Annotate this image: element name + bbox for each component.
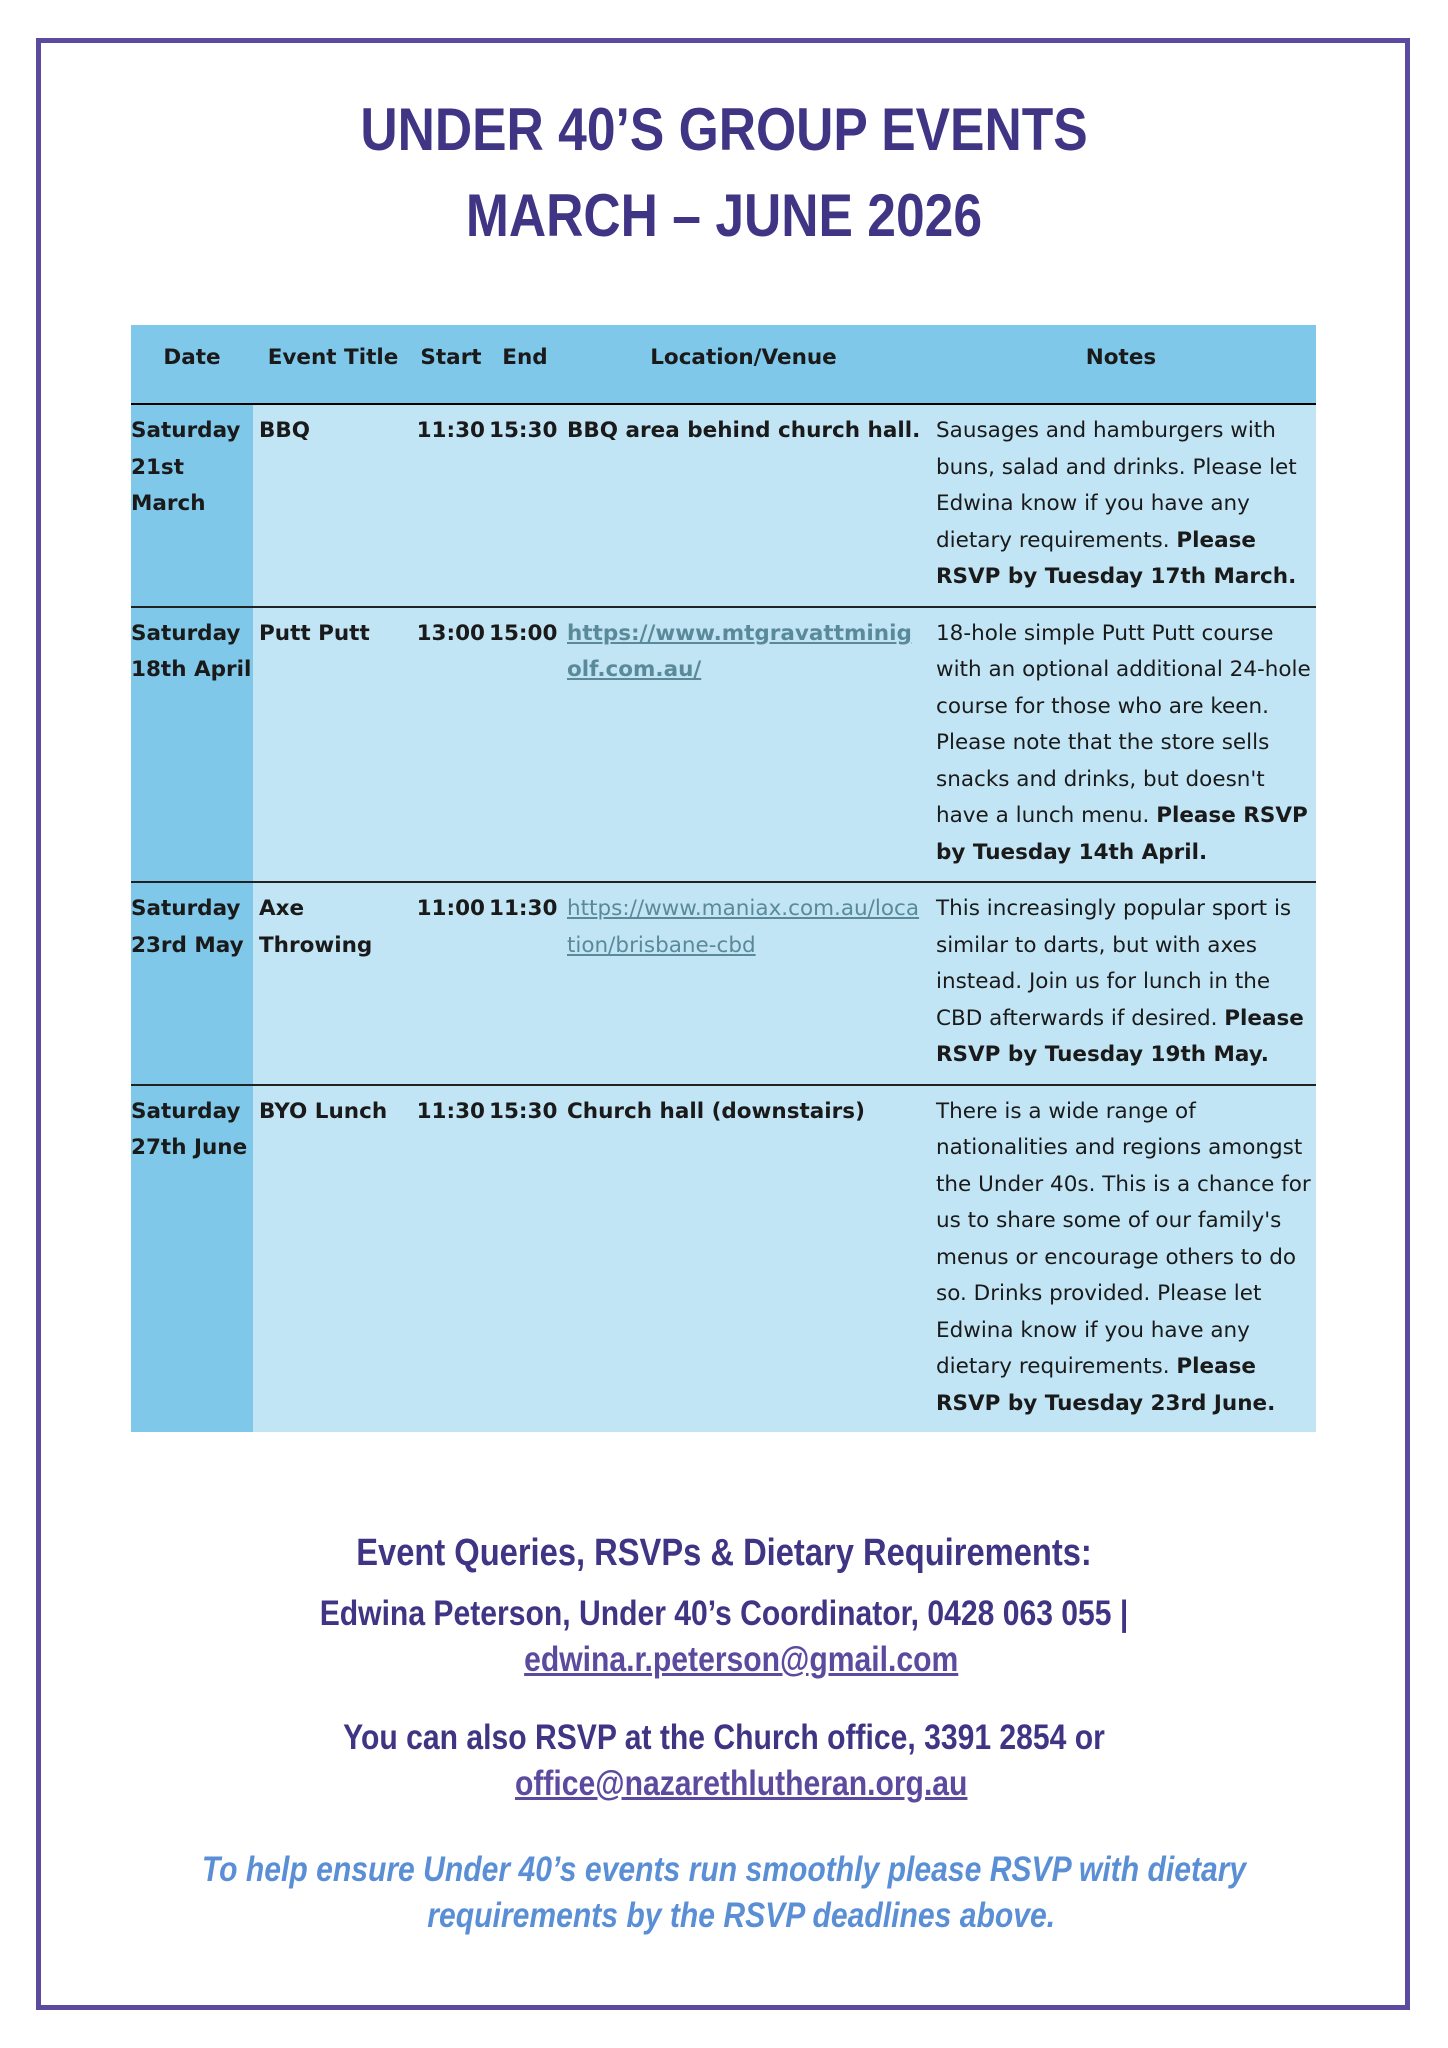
row-end: 15:00 xyxy=(489,607,561,883)
footer-note-line1: To help ensure Under 40’s events run smoothly please RSVP with dietary xyxy=(201,1850,1247,1889)
table-row xyxy=(131,607,1316,883)
header-event-title: Event Title xyxy=(253,325,413,404)
rsvp-deadline: Please RSVP by Tuesday 14th April. xyxy=(936,803,1308,865)
coordinator-details: Edwina Peterson, Under 40’s Coordinator, 0428 063 055 | xyxy=(319,1594,1129,1633)
row-date: Saturday 18th April xyxy=(131,607,253,883)
header-location: Location/Venue xyxy=(561,325,926,404)
coordinator-email-link[interactable]: edwina.r.peterson@gmail.com xyxy=(524,1640,959,1679)
coordinator-email-line xyxy=(101,1640,1346,1680)
row-notes xyxy=(926,404,1316,607)
page-title-line2: MARCH – JUNE 2026 xyxy=(465,182,983,249)
row-start: 11:30 xyxy=(413,404,489,607)
row-start: 11:30 xyxy=(413,1085,489,1433)
row-title: Putt Putt xyxy=(253,607,413,883)
table-row xyxy=(131,404,1316,607)
rsvp-deadline: Please RSVP by Tuesday 23rd June. xyxy=(936,1354,1276,1416)
row-notes xyxy=(926,607,1316,883)
row-title: BYO Lunch xyxy=(253,1085,413,1433)
row-title: BBQ xyxy=(253,404,413,607)
row-end: 11:30 xyxy=(489,882,561,1085)
rsvp-deadline: Please RSVP by Tuesday 19th May. xyxy=(936,1005,1304,1067)
row-notes xyxy=(926,882,1316,1085)
notes-text: There is a wide range of nationalities and regions amongst the Under 40s. This is a chance for us to share some of our family's menus or encourage others to do so. Drinks provided. Please let Edwina know if you have any dietary requirements. xyxy=(936,1098,1311,1379)
header-end: End xyxy=(489,325,561,404)
office-email-line xyxy=(101,1764,1346,1804)
row-title: Axe Throwing xyxy=(253,882,413,1085)
office-details: You can also RSVP at the Church office, 3391 2854 or xyxy=(343,1718,1105,1757)
table-header-row xyxy=(131,325,1316,404)
notes-text: Sausages and hamburgers with buns, salad and drinks. Please let Edwina know if you have any dietary requirements. xyxy=(936,418,1297,553)
venue-link[interactable]: https://www.maniax.com.au/location/brisbane-cbd xyxy=(567,896,920,958)
row-date: Saturday 21st March xyxy=(131,404,253,607)
row-end: 15:30 xyxy=(489,1085,561,1433)
rsvp-deadline: Please RSVP by Tuesday 17th March. xyxy=(936,527,1297,589)
header-notes: Notes xyxy=(926,325,1316,404)
row-start: 11:00 xyxy=(413,882,489,1085)
header-start: Start xyxy=(413,325,489,404)
row-start: 13:00 xyxy=(413,607,489,883)
row-end: 15:30 xyxy=(489,404,561,607)
notes-text: This increasingly popular sport is similar to darts, but with axes instead. Join us for lunch in the CBD afterwards if desired. xyxy=(936,896,1292,1031)
row-date: Saturday 23rd May xyxy=(131,882,253,1085)
row-location: BBQ area behind church hall. xyxy=(561,404,926,607)
venue-link[interactable]: https://www.mtgravattminigolf.com.au/ xyxy=(567,620,912,682)
page-title-line1: UNDER 40’S GROUP EVENTS xyxy=(360,96,1088,163)
contact-heading: Event Queries, RSVPs & Dietary Requirements: xyxy=(356,1532,1092,1574)
office-email-link[interactable]: office@nazarethlutheran.org.au xyxy=(514,1764,968,1803)
header-date: Date xyxy=(131,325,253,404)
row-location xyxy=(561,607,926,883)
events-table xyxy=(131,325,1316,1432)
table-row xyxy=(131,882,1316,1085)
notes-text: 18-hole simple Putt Putt course with an optional additional 24-hole course for those who are keen. Please note that the store sells snacks and drinks, but doesn't have a lunch menu. xyxy=(936,620,1311,828)
row-location: Church hall (downstairs) xyxy=(561,1085,926,1433)
row-notes xyxy=(926,1085,1316,1433)
row-location xyxy=(561,882,926,1085)
footer-note-line2: requirements by the RSVP deadlines above. xyxy=(427,1896,1056,1935)
table-row xyxy=(131,1085,1316,1433)
row-date: Saturday 27th June xyxy=(131,1085,253,1433)
